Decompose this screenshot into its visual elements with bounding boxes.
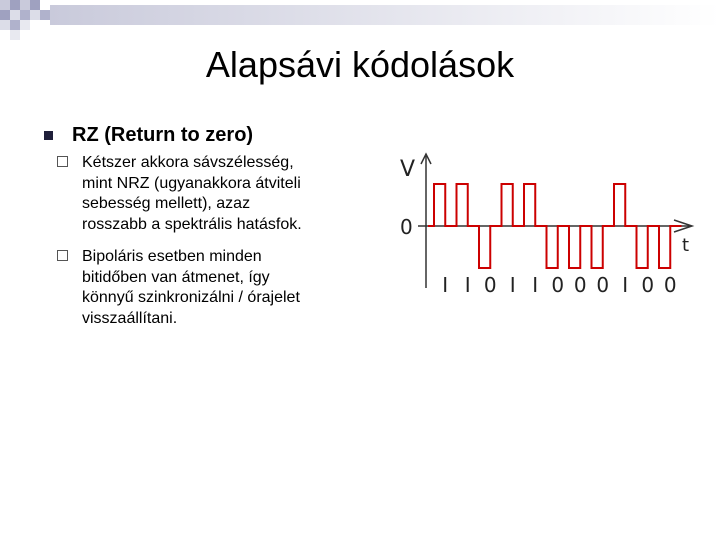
square-bullet-icon — [44, 131, 53, 140]
main-bullet-text: RZ (Return to zero) — [72, 124, 254, 146]
y-axis-label: V — [400, 157, 416, 182]
sub-bullet-line: Kétszer akkora sávszélesség, — [82, 154, 294, 171]
bit-label: I — [532, 273, 539, 297]
hollow-square-bullet-icon — [57, 250, 68, 261]
sub-bullet-line: könnyű szinkronizálni / órajelet — [82, 289, 300, 306]
slide-title: Alapsávi kódolások — [205, 44, 515, 85]
sub-bullet-line: mint NRZ (ugyanakkora átviteli — [82, 174, 301, 192]
bit-label: 0 — [573, 273, 587, 297]
hollow-square-bullet-icon — [57, 156, 68, 167]
bit-label: 0 — [641, 273, 655, 297]
zero-label: 0 — [400, 215, 413, 239]
sub-bullet-line: rosszabb a spektrális hatásfok. — [82, 215, 302, 233]
sub-bullet-line: sebesség mellett), azaz — [82, 195, 251, 212]
bit-label: I — [464, 273, 471, 297]
sub-bullet-bandwidth — [82, 153, 372, 235]
corner-decoration — [0, 0, 720, 40]
bit-label: 0 — [551, 273, 565, 297]
sub-bullet-bipolar — [82, 247, 372, 329]
bit-label: 0 — [596, 273, 610, 297]
sub-bullet-line: bitidőben van átmenet, így — [82, 268, 270, 286]
rz-signal-diagram — [390, 148, 710, 308]
bit-label: I — [509, 273, 516, 297]
sub-bullet-line: visszaállítani. — [82, 309, 178, 327]
sub-bullet-line: Bipoláris esetben minden — [82, 248, 262, 265]
bit-label: 0 — [663, 273, 677, 297]
x-axis-label: t — [682, 235, 690, 256]
bit-label: 0 — [483, 273, 497, 297]
bit-label: I — [442, 273, 449, 297]
bit-label: I — [622, 273, 629, 297]
bit-labels — [442, 273, 676, 297]
